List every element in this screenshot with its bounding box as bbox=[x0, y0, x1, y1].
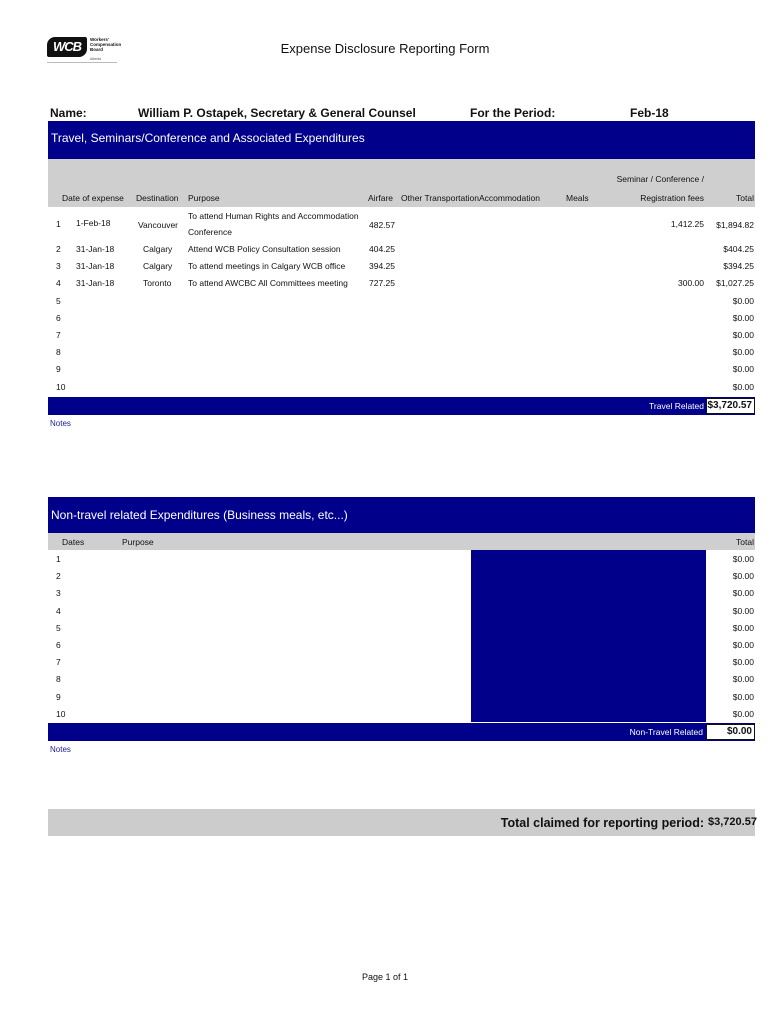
table-row bbox=[48, 382, 755, 398]
row-total: $0.00 bbox=[732, 674, 754, 685]
table-row bbox=[48, 330, 755, 346]
grand-total-value: $3,720.57 bbox=[708, 816, 757, 828]
row-airfare: 404.25 bbox=[369, 244, 395, 254]
row-total: $404.25 bbox=[723, 244, 754, 254]
row-total: $1,894.82 bbox=[716, 220, 754, 230]
row-number: 10 bbox=[56, 381, 66, 392]
row-total: $0.00 bbox=[732, 622, 754, 633]
row-number: 8 bbox=[56, 347, 61, 358]
table-row bbox=[48, 692, 755, 708]
col-airfare: Airfare bbox=[368, 193, 394, 203]
row-number: 2 bbox=[56, 244, 61, 254]
row-total: $0.00 bbox=[732, 640, 754, 650]
row-number: 10 bbox=[56, 708, 66, 719]
row-number: 7 bbox=[56, 330, 61, 340]
nontravel-subtotal-label: Non-Travel Related bbox=[629, 727, 703, 737]
row-total: $394.25 bbox=[723, 261, 754, 272]
table-row bbox=[48, 674, 755, 690]
page-footer: Page 1 of 1 bbox=[361, 972, 409, 982]
logo-mark: WCB bbox=[47, 37, 87, 57]
row-total: $0.00 bbox=[732, 381, 754, 392]
nt-col-total: Total bbox=[736, 537, 754, 547]
row-total: $0.00 bbox=[732, 588, 754, 599]
row-total: $0.00 bbox=[732, 347, 754, 358]
table-row bbox=[48, 296, 755, 312]
nt-col-dates: Dates bbox=[62, 537, 85, 547]
row-destination: Calgary bbox=[143, 261, 173, 272]
row-airfare: 482.57 bbox=[369, 220, 395, 230]
grand-total-label: Total claimed for reporting period: bbox=[500, 816, 704, 830]
row-number: 5 bbox=[56, 622, 61, 633]
nontravel-section-header bbox=[48, 497, 755, 533]
col-seminar-line2: Registration fees bbox=[640, 193, 704, 203]
row-date: 1-Feb-18 bbox=[76, 218, 111, 228]
row-purpose: To attend Human Rights and Accommodation bbox=[188, 211, 359, 221]
col-meals: Meals bbox=[566, 193, 589, 203]
row-number: 9 bbox=[56, 691, 61, 702]
col-seminar: Seminar / Conference / bbox=[616, 174, 704, 184]
grand-total-bar bbox=[48, 809, 755, 836]
table-row bbox=[48, 244, 755, 260]
table-row bbox=[48, 571, 755, 587]
row-total: $0.00 bbox=[732, 554, 754, 564]
row-total: $0.00 bbox=[732, 657, 754, 668]
row-number: 1 bbox=[56, 554, 61, 564]
nontravel-section-title: Non-travel related Expenditures (Business meals, etc...) bbox=[51, 508, 348, 522]
period-value: Feb-18 bbox=[630, 106, 669, 120]
row-total: $0.00 bbox=[732, 708, 754, 719]
page-title: Expense Disclosure Reporting Form bbox=[280, 41, 490, 56]
row-total: $0.00 bbox=[732, 571, 754, 582]
travel-section-title: Travel, Seminars/Conference and Associated Expenditures bbox=[51, 131, 365, 145]
nontravel-notes: Notes bbox=[50, 745, 71, 754]
travel-subtotal-label: Travel Related bbox=[649, 401, 704, 411]
row-number: 4 bbox=[56, 605, 61, 616]
travel-subtotal-bar bbox=[48, 397, 755, 415]
table-row bbox=[48, 364, 755, 380]
row-total: $1,027.25 bbox=[716, 278, 754, 289]
row-date: 31-Jan-18 bbox=[76, 244, 115, 254]
row-purpose-line2: Conference bbox=[188, 227, 232, 237]
row-date: 31-Jan-18 bbox=[76, 261, 115, 272]
logo-rule bbox=[47, 62, 117, 63]
row-date: 31-Jan-18 bbox=[76, 278, 115, 289]
row-destination: Calgary bbox=[143, 244, 173, 254]
row-total: $0.00 bbox=[732, 330, 754, 340]
row-number: 3 bbox=[56, 588, 61, 599]
row-airfare: 727.25 bbox=[369, 278, 395, 289]
table-row bbox=[48, 606, 755, 622]
travel-section-header bbox=[48, 121, 755, 159]
nt-col-purpose: Purpose bbox=[122, 537, 154, 547]
col-date: Date of expense bbox=[62, 193, 124, 203]
table-row bbox=[48, 554, 755, 570]
table-row bbox=[48, 347, 755, 363]
row-number: 6 bbox=[56, 312, 61, 323]
row-purpose: To attend AWCBC All Committees meeting bbox=[188, 278, 348, 289]
row-total: $0.00 bbox=[732, 364, 754, 375]
row-destination: Toronto bbox=[143, 278, 172, 289]
row-seminar: 300.00 bbox=[678, 278, 704, 289]
row-seminar: 1,412.25 bbox=[670, 219, 704, 229]
travel-subtotal-value: $3,720.57 bbox=[706, 398, 755, 414]
table-row bbox=[48, 640, 755, 656]
logo-line: Board bbox=[90, 47, 104, 52]
row-number: 8 bbox=[56, 674, 61, 685]
nontravel-column-header bbox=[48, 533, 755, 550]
col-accommodation: Accommodation bbox=[479, 193, 540, 203]
row-total: $0.00 bbox=[732, 312, 754, 323]
nontravel-subtotal-value: $0.00 bbox=[706, 724, 755, 740]
row-number: 7 bbox=[56, 657, 61, 668]
period-label: For the Period: bbox=[470, 106, 556, 120]
row-total: $0.00 bbox=[732, 691, 754, 702]
row-purpose: Attend WCB Policy Consultation session bbox=[188, 244, 341, 254]
row-purpose: To attend meetings in Calgary WCB office bbox=[188, 261, 346, 272]
row-number: 1 bbox=[56, 219, 61, 229]
logo-line: Compensation bbox=[90, 42, 122, 47]
row-airfare: 394.25 bbox=[369, 261, 395, 272]
table-row bbox=[48, 278, 755, 294]
logo-line: Workers' bbox=[90, 37, 109, 42]
col-other-transport: Other Transportation bbox=[401, 193, 479, 203]
row-number: 3 bbox=[56, 261, 61, 272]
col-purpose: Purpose bbox=[188, 193, 220, 203]
row-number: 4 bbox=[56, 278, 61, 289]
nontravel-subtotal-bar bbox=[48, 723, 755, 741]
travel-notes: Notes bbox=[50, 419, 71, 428]
row-number: 5 bbox=[56, 295, 61, 306]
row-number: 2 bbox=[56, 571, 61, 582]
row-destination: Vancouver bbox=[138, 220, 179, 230]
logo-sub: Alberta bbox=[90, 57, 102, 61]
table-row bbox=[48, 588, 755, 604]
row-total: $0.00 bbox=[732, 605, 754, 616]
col-destination: Destination bbox=[136, 193, 179, 203]
table-row bbox=[48, 261, 755, 277]
row-number: 9 bbox=[56, 364, 61, 375]
row-number: 6 bbox=[56, 640, 61, 650]
name-value: William P. Ostapek, Secretary & General Counsel bbox=[138, 106, 416, 120]
table-row bbox=[48, 313, 755, 329]
name-label: Name: bbox=[50, 106, 87, 120]
col-total: Total bbox=[736, 193, 754, 203]
table-row bbox=[48, 623, 755, 639]
row-total: $0.00 bbox=[732, 295, 754, 306]
table-row bbox=[48, 657, 755, 673]
